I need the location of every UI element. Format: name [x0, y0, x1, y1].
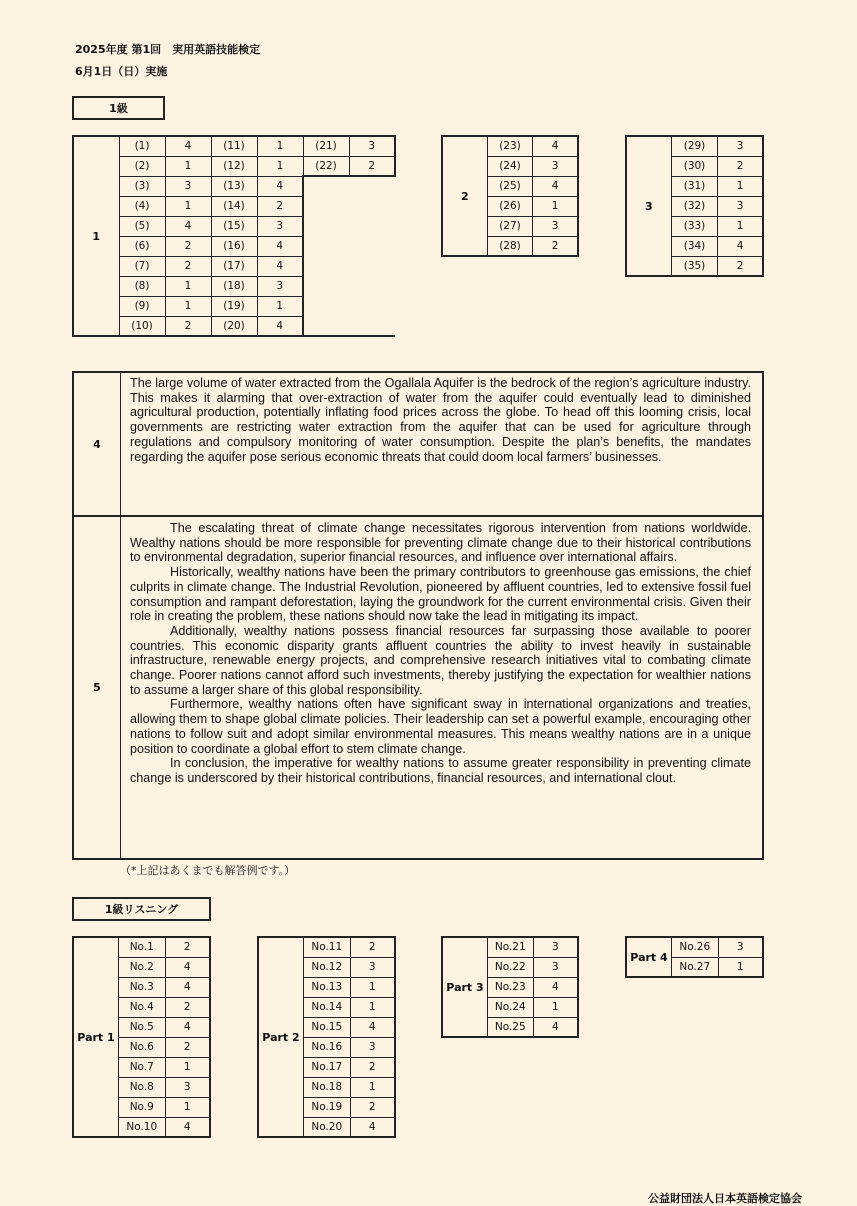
table-row [442, 937, 578, 957]
table-row [73, 176, 395, 196]
question-number: (8) [119, 276, 165, 296]
answer-value: 1 [165, 1057, 210, 1077]
answer-value: 4 [257, 316, 303, 336]
answer-value: 4 [350, 1017, 395, 1037]
question-number: No.21 [487, 937, 533, 957]
answer-value: 1 [165, 276, 211, 296]
question-number: No.9 [118, 1097, 165, 1117]
table-row [258, 937, 395, 957]
answer-value: 3 [533, 216, 578, 236]
question-number: No.10 [118, 1117, 165, 1137]
section-label: Part 2 [258, 937, 303, 1137]
table-row [73, 136, 395, 156]
answer-value: 4 [165, 216, 211, 236]
answer-value: 4 [533, 176, 578, 196]
table-row [442, 136, 578, 156]
part2-answer-table [257, 936, 396, 1138]
answer-value: 2 [165, 1037, 210, 1057]
answer-value: 4 [533, 1017, 578, 1037]
written-level-label: 1級 [72, 96, 165, 120]
answer-value: 4 [165, 977, 210, 997]
question-number: (29) [671, 136, 718, 156]
question-number: No.15 [303, 1017, 350, 1037]
question-number: No.3 [118, 977, 165, 997]
question-number: No.24 [487, 997, 533, 1017]
question-number: (35) [671, 256, 718, 276]
question-number: (6) [119, 236, 165, 256]
question-number: (12) [211, 156, 257, 176]
question-number: No.20 [303, 1117, 350, 1137]
question-number: (11) [211, 136, 257, 156]
empty-cell [349, 316, 395, 336]
question-number: No.22 [487, 957, 533, 977]
answer-value: 3 [350, 1037, 395, 1057]
table-row [626, 136, 763, 156]
question-number: (32) [671, 196, 718, 216]
answer-value: 3 [718, 196, 763, 216]
question-number: (14) [211, 196, 257, 216]
answer-value: 4 [350, 1117, 395, 1137]
answer-value: 3 [718, 937, 763, 957]
table-row [73, 156, 395, 176]
empty-cell [303, 216, 349, 236]
answer-value: 2 [165, 937, 210, 957]
answer-value: 3 [350, 957, 395, 977]
table-row [73, 316, 395, 336]
question-number: No.11 [303, 937, 350, 957]
table-row [73, 256, 395, 276]
answer-value: 1 [257, 136, 303, 156]
question-number: No.16 [303, 1037, 350, 1057]
question-number: (4) [119, 196, 165, 216]
question-number: (13) [211, 176, 257, 196]
section-label: Part 1 [73, 937, 118, 1137]
empty-cell [303, 176, 349, 196]
question-number: (30) [671, 156, 718, 176]
answer-value: 1 [718, 957, 763, 977]
question-number: (34) [671, 236, 718, 256]
question-number: No.6 [118, 1037, 165, 1057]
question-number: (1) [119, 136, 165, 156]
answer-value: 1 [165, 296, 211, 316]
answer-value: 4 [257, 256, 303, 276]
answer-value: 4 [165, 136, 211, 156]
section4-number: 4 [74, 373, 121, 515]
empty-cell [349, 296, 395, 316]
question-number: (18) [211, 276, 257, 296]
essay-paragraph: The escalating threat of climate change necessitates rigorous intervention from nations worldwide. Wealthy nations should be more responsible for preventing climate change due to their historical contributions to environmental degradation, superior financial resources, and influence over international affairs. [130, 521, 751, 565]
table-row [73, 216, 395, 236]
essay-paragraph: Historically, wealthy nations have been the primary contributors to greenhouse gas emissions, the chief culprits in climate change. The Industrial Revolution, pioneered by affluent countries, led to extensive fossil fuel consumption and rampant deforestation, laying the groundwork for the current environmental crisis. Given their role in creating the problem, these nations should now take the lead in mitigating its impact. [130, 565, 751, 624]
question-number: (9) [119, 296, 165, 316]
answer-value: 1 [257, 296, 303, 316]
answer-value: 1 [350, 977, 395, 997]
question-number: (20) [211, 316, 257, 336]
question-number: (21) [303, 136, 349, 156]
question-number: (3) [119, 176, 165, 196]
answer-value: 4 [165, 1117, 210, 1137]
question-number: No.23 [487, 977, 533, 997]
table-row [73, 937, 210, 957]
question-number: No.18 [303, 1077, 350, 1097]
section-label: 2 [442, 136, 487, 256]
answer-value: 3 [533, 156, 578, 176]
question-number: (33) [671, 216, 718, 236]
answer-value: 1 [718, 216, 763, 236]
question-number: No.19 [303, 1097, 350, 1117]
question-number: No.26 [671, 937, 718, 957]
question-number: (10) [119, 316, 165, 336]
question-number: No.4 [118, 997, 165, 1017]
question-number: No.12 [303, 957, 350, 977]
answer-value: 3 [718, 136, 763, 156]
listening-level-label: 1級リスニング [72, 897, 211, 921]
answer-value: 1 [533, 997, 578, 1017]
answer-value: 1 [165, 196, 211, 216]
answer-value: 2 [350, 1057, 395, 1077]
question-number: (28) [487, 236, 533, 256]
answer-value: 4 [257, 176, 303, 196]
empty-cell [303, 196, 349, 216]
question-number: (25) [487, 176, 533, 196]
question-number: (17) [211, 256, 257, 276]
question-number: No.14 [303, 997, 350, 1017]
question-number: (27) [487, 216, 533, 236]
empty-cell [303, 236, 349, 256]
essay-paragraph: In conclusion, the imperative for wealthy nations to assume greater responsibility in preventing climate change is underscored by their historical contributions, financial resources, and international clout. [130, 756, 751, 785]
question-number: No.8 [118, 1077, 165, 1097]
question-number: (15) [211, 216, 257, 236]
essay-paragraph: Furthermore, wealthy nations often have significant sway in international organizations and treaties, allowing them to shape global climate policies. Their leadership can set a powerful example, encouraging other nations to follow suit and adopt similar environmental measures. This means wealthy nations are in a unique position to coordinate a global effort to stem climate change. [130, 697, 751, 756]
empty-cell [349, 196, 395, 216]
empty-cell [349, 236, 395, 256]
part4-answer-table [625, 936, 764, 978]
question-number: (7) [119, 256, 165, 276]
sample-answer-note: （*上記はあくまでも解答例です。） [120, 864, 296, 877]
section3-answer-table [625, 135, 764, 277]
question-number: (23) [487, 136, 533, 156]
answer-value: 4 [533, 977, 578, 997]
answer-value: 3 [257, 216, 303, 236]
section5-number: 5 [74, 517, 121, 858]
section4-summary-text: The large volume of water extracted from the Ogallala Aquifer is the bedrock of the region’s agriculture industry. This makes it alarming that over-extraction of water from the aquifer could eventually lead to diminished agricultural production, potentially inflating food prices across the globe. To head off this looming crisis, local governments are restricting water extraction from the aquifer that can be used for agriculture through regulations and compulsory monitoring of water consumption. Despite the plan’s benefits, the mandates regarding the aquifer pose serious economic threats that could doom local farmers’ businesses. [130, 376, 751, 464]
section-label: Part 3 [442, 937, 487, 1037]
question-number: (22) [303, 156, 349, 176]
empty-cell [349, 256, 395, 276]
question-number: No.2 [118, 957, 165, 977]
answer-value: 1 [533, 196, 578, 216]
answer-value: 1 [165, 1097, 210, 1117]
section2-answer-table [441, 135, 579, 257]
question-number: No.5 [118, 1017, 165, 1037]
answer-value: 2 [165, 316, 211, 336]
answer-value: 2 [257, 196, 303, 216]
question-number: (2) [119, 156, 165, 176]
answer-value: 2 [350, 937, 395, 957]
empty-cell [303, 296, 349, 316]
answer-value: 3 [165, 1077, 210, 1097]
answer-value: 2 [165, 256, 211, 276]
answer-value: 3 [257, 276, 303, 296]
answer-value: 4 [165, 1017, 210, 1037]
question-number: No.7 [118, 1057, 165, 1077]
part1-answer-table [72, 936, 211, 1138]
section1-answer-table [72, 135, 396, 337]
table-row [626, 937, 763, 957]
answer-value: 2 [350, 1097, 395, 1117]
answer-value: 4 [257, 236, 303, 256]
question-number: (16) [211, 236, 257, 256]
question-number: (19) [211, 296, 257, 316]
exam-title: 2025年度 第1回 実用英語技能検定 [75, 43, 261, 56]
section-label: 1 [73, 136, 119, 336]
empty-cell [303, 256, 349, 276]
answer-value: 1 [718, 176, 763, 196]
answer-value: 2 [718, 156, 763, 176]
exam-date: 6月1日（日）実施 [75, 65, 168, 78]
empty-cell [303, 316, 349, 336]
answer-value: 4 [165, 957, 210, 977]
table-row [73, 296, 395, 316]
table-row [73, 236, 395, 256]
section-label: 3 [626, 136, 671, 276]
question-number: (5) [119, 216, 165, 236]
answer-value: 2 [165, 997, 210, 1017]
section-label: Part 4 [626, 937, 671, 977]
table-row [73, 276, 395, 296]
section4-summary-box [72, 371, 764, 517]
answer-value: 2 [718, 256, 763, 276]
empty-cell [303, 276, 349, 296]
question-number: No.27 [671, 957, 718, 977]
question-number: No.25 [487, 1017, 533, 1037]
empty-cell [349, 276, 395, 296]
answer-value: 3 [349, 136, 395, 156]
answer-value: 4 [533, 136, 578, 156]
question-number: No.1 [118, 937, 165, 957]
table-row [73, 196, 395, 216]
question-number: (24) [487, 156, 533, 176]
answer-value: 3 [533, 937, 578, 957]
answer-value: 1 [257, 156, 303, 176]
empty-cell [349, 176, 395, 196]
answer-value: 1 [350, 1077, 395, 1097]
empty-cell [349, 216, 395, 236]
answer-value: 3 [533, 957, 578, 977]
answer-value: 3 [165, 176, 211, 196]
question-number: (26) [487, 196, 533, 216]
question-number: (31) [671, 176, 718, 196]
organization-name: 公益財団法人日本英語検定協会 [648, 1192, 802, 1205]
essay-paragraph: Additionally, wealthy nations possess financial resources far surpassing those available to poorer countries. This economic disparity grants affluent countries the ability to invest heavily in sustainable infrastructure, renewable energy projects, and comprehensive research initiatives vital to combating climate change. Poorer nations cannot afford such investments, thereby justifying the expectation for wealthier nations to assume a larger share of this global responsibility. [130, 623, 751, 697]
answer-value: 1 [165, 156, 211, 176]
answer-value: 2 [165, 236, 211, 256]
answer-value: 2 [349, 156, 395, 176]
answer-value: 4 [718, 236, 763, 256]
answer-value: 1 [350, 997, 395, 1017]
question-number: No.13 [303, 977, 350, 997]
part3-answer-table [441, 936, 579, 1038]
answer-value: 2 [533, 236, 578, 256]
question-number: No.17 [303, 1057, 350, 1077]
section5-essay-box [72, 515, 764, 860]
